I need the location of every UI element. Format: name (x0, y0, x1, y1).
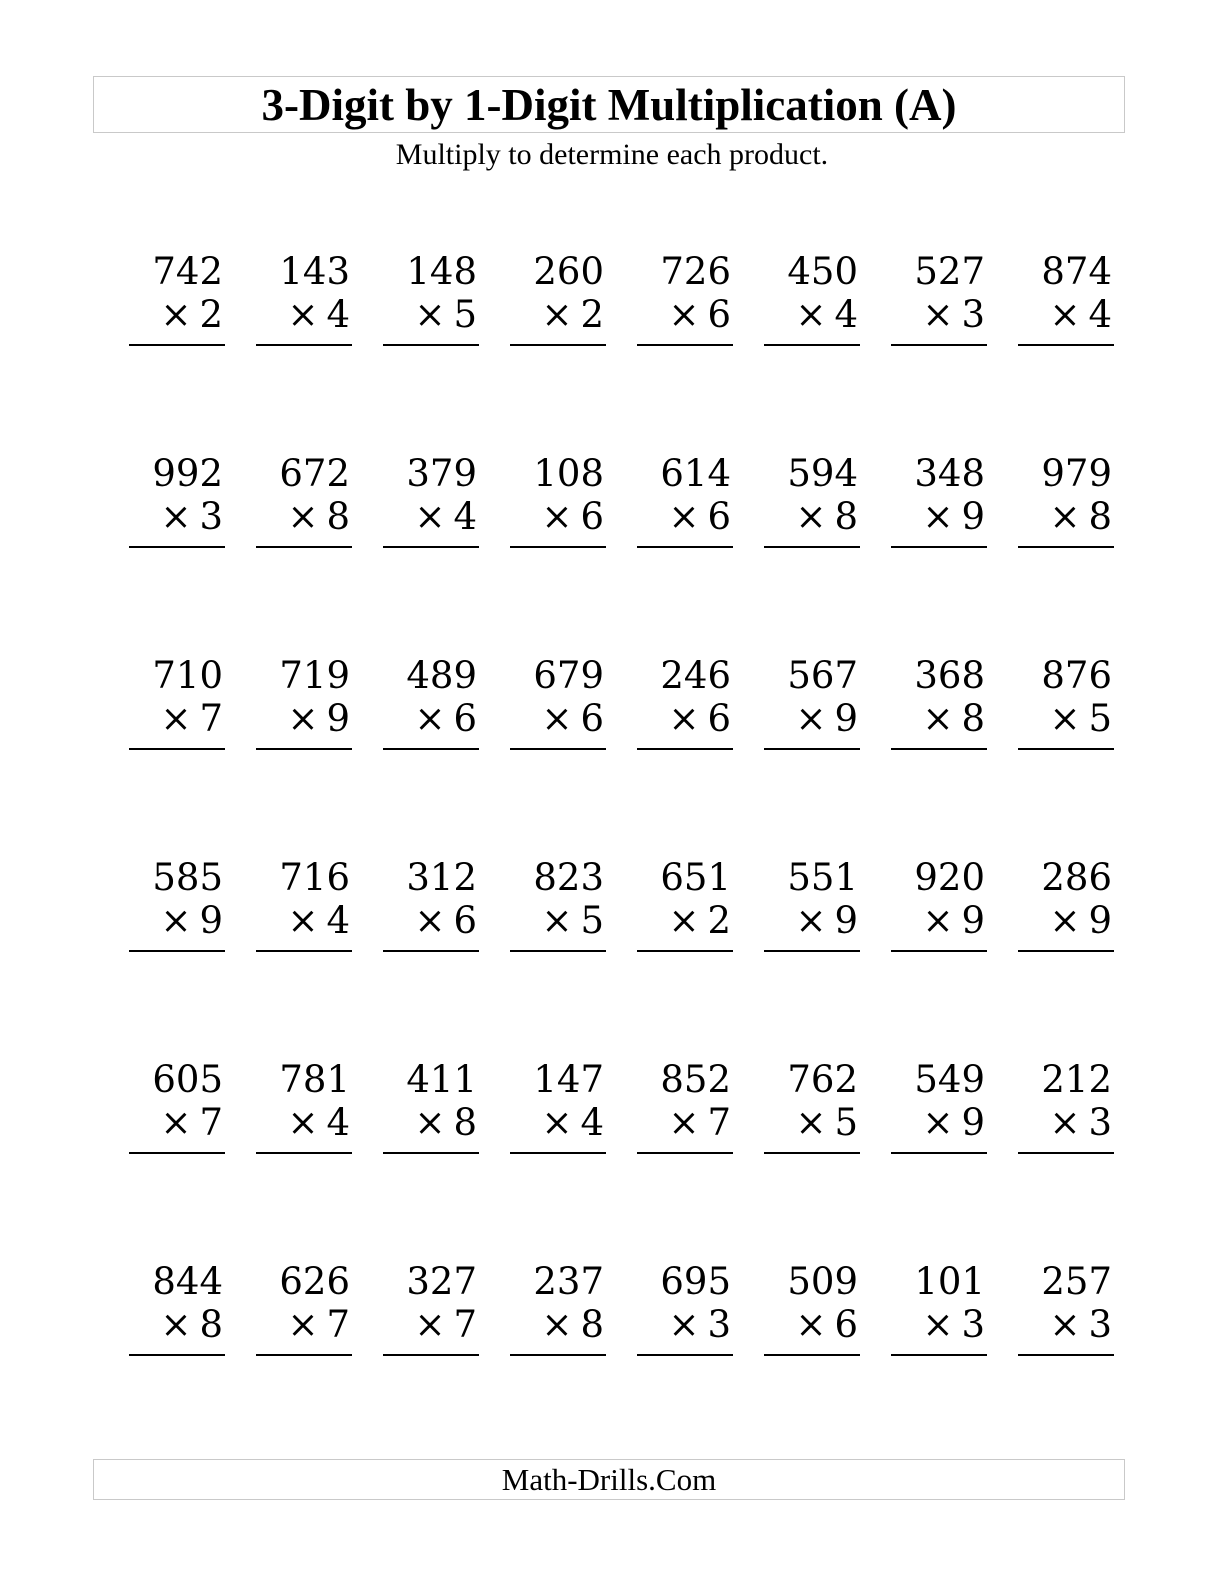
operand-value: 108 (533, 452, 604, 495)
multiplier-value: 8 (453, 1101, 477, 1144)
multiply-icon: × (922, 1303, 954, 1346)
multiplier-value: 6 (453, 697, 477, 740)
multiply-icon: × (287, 697, 319, 740)
operand-value: 626 (279, 1260, 350, 1303)
multiply-icon: × (160, 1303, 192, 1346)
multiplication-problem (129, 654, 225, 750)
multiplier-value: 8 (326, 495, 350, 538)
multiplication-problem (510, 452, 606, 548)
multiplier-row (1018, 495, 1114, 548)
multiplier-row (510, 697, 606, 750)
operand-value: 260 (533, 250, 604, 293)
multiplier-value: 3 (961, 1303, 985, 1346)
multiply-icon: × (160, 495, 192, 538)
multiply-icon: × (1049, 899, 1081, 942)
multiplier-row (637, 293, 733, 346)
operand-value: 876 (1041, 654, 1112, 697)
operand-value: 148 (406, 250, 477, 293)
multiply-icon: × (414, 697, 446, 740)
multiply-icon: × (922, 1101, 954, 1144)
multiplier-row (891, 1303, 987, 1356)
multiply-icon: × (287, 293, 319, 336)
operand-value: 411 (406, 1058, 477, 1101)
multiplication-problem (891, 856, 987, 952)
multiplier-row (510, 1101, 606, 1154)
multiplier-row (256, 293, 352, 346)
multiplier-row (1018, 1303, 1114, 1356)
multiply-icon: × (414, 899, 446, 942)
multiply-icon: × (922, 899, 954, 942)
multiplier-row (129, 1303, 225, 1356)
multiplication-problem (510, 1260, 606, 1356)
multiplier-value: 6 (580, 697, 604, 740)
multiply-icon: × (795, 697, 827, 740)
multiply-icon: × (541, 495, 573, 538)
multiplication-problem (637, 856, 733, 952)
multiply-icon: × (1049, 495, 1081, 538)
multiplication-problem (1018, 654, 1114, 750)
multiplier-value: 2 (707, 899, 731, 942)
multiplier-value: 5 (453, 293, 477, 336)
multiplier-value: 7 (199, 697, 223, 740)
multiplier-row (764, 293, 860, 346)
multiplication-problem (1018, 452, 1114, 548)
multiply-icon: × (541, 293, 573, 336)
operand-value: 710 (152, 654, 223, 697)
multiply-icon: × (287, 495, 319, 538)
multiply-icon: × (541, 1101, 573, 1144)
multiply-icon: × (1049, 1303, 1081, 1346)
multiplier-value: 3 (707, 1303, 731, 1346)
multiplier-row (891, 697, 987, 750)
multiplier-value: 7 (453, 1303, 477, 1346)
multiply-icon: × (1049, 293, 1081, 336)
multiply-icon: × (160, 697, 192, 740)
footer-site-name: Math-Drills.Com (501, 1461, 717, 1497)
multiply-icon: × (414, 293, 446, 336)
operand-value: 567 (787, 654, 858, 697)
operand-value: 781 (279, 1058, 350, 1101)
multiplier-value: 4 (453, 495, 477, 538)
multiplier-row (637, 697, 733, 750)
multiplier-value: 8 (834, 495, 858, 538)
multiplication-problem (1018, 1260, 1114, 1356)
multiplier-value: 6 (707, 293, 731, 336)
multiplier-value: 6 (453, 899, 477, 942)
multiplier-value: 6 (580, 495, 604, 538)
multiplication-problem (383, 1260, 479, 1356)
multiplier-row (129, 899, 225, 952)
operand-value: 992 (152, 452, 223, 495)
multiplier-value: 6 (707, 697, 731, 740)
multiplier-row (1018, 697, 1114, 750)
multiplication-problem (1018, 856, 1114, 952)
multiplier-row (256, 1303, 352, 1356)
multiplier-value: 2 (199, 293, 223, 336)
multiplier-value: 4 (1088, 293, 1112, 336)
multiplication-problem (256, 856, 352, 952)
operand-value: 695 (660, 1260, 731, 1303)
multiplier-value: 9 (326, 697, 350, 740)
multiplier-row (891, 899, 987, 952)
title-box (93, 76, 1125, 133)
multiply-icon: × (795, 293, 827, 336)
multiplication-problem (891, 452, 987, 548)
multiplication-problem (383, 856, 479, 952)
multiplication-problem (256, 654, 352, 750)
operand-value: 368 (914, 654, 985, 697)
multiplier-row (129, 697, 225, 750)
multiply-icon: × (668, 495, 700, 538)
multiplier-row (256, 1101, 352, 1154)
multiplication-problem (510, 250, 606, 346)
operand-value: 651 (660, 856, 731, 899)
multiply-icon: × (668, 1303, 700, 1346)
multiply-icon: × (541, 899, 573, 942)
multiplier-row (383, 1303, 479, 1356)
multiply-icon: × (795, 1303, 827, 1346)
operand-value: 327 (406, 1260, 477, 1303)
operand-value: 679 (533, 654, 604, 697)
multiplier-value: 8 (199, 1303, 223, 1346)
multiplier-value: 4 (834, 293, 858, 336)
multiplication-problem (256, 1260, 352, 1356)
multiply-icon: × (1049, 1101, 1081, 1144)
operand-value: 286 (1041, 856, 1112, 899)
operand-value: 246 (660, 654, 731, 697)
operand-value: 672 (279, 452, 350, 495)
multiplication-problem (637, 250, 733, 346)
multiplier-row (764, 495, 860, 548)
multiplier-row (637, 495, 733, 548)
multiplication-problem (764, 654, 860, 750)
multiplier-value: 9 (834, 899, 858, 942)
operand-value: 489 (406, 654, 477, 697)
multiplier-value: 9 (961, 899, 985, 942)
multiplication-problem (891, 250, 987, 346)
multiplication-problem (637, 1260, 733, 1356)
multiplier-value: 4 (326, 1101, 350, 1144)
multiplier-value: 2 (580, 293, 604, 336)
multiplier-value: 8 (1088, 495, 1112, 538)
multiply-icon: × (1049, 697, 1081, 740)
multiplier-value: 9 (961, 495, 985, 538)
multiplier-row (129, 293, 225, 346)
operand-value: 844 (152, 1260, 223, 1303)
multiplier-value: 3 (1088, 1303, 1112, 1346)
multiplication-problem (129, 250, 225, 346)
multiplier-value: 4 (326, 293, 350, 336)
multiply-icon: × (668, 1101, 700, 1144)
operand-value: 852 (660, 1058, 731, 1101)
operand-value: 719 (279, 654, 350, 697)
multiplication-problem (256, 452, 352, 548)
multiplier-value: 8 (580, 1303, 604, 1346)
multiply-icon: × (795, 899, 827, 942)
operand-value: 450 (787, 250, 858, 293)
operand-value: 312 (406, 856, 477, 899)
operand-value: 716 (279, 856, 350, 899)
multiplication-problem (256, 1058, 352, 1154)
multiplier-row (764, 899, 860, 952)
multiplier-value: 5 (580, 899, 604, 942)
multiplier-value: 4 (326, 899, 350, 942)
multiplier-row (256, 899, 352, 952)
operand-value: 605 (152, 1058, 223, 1101)
operand-value: 742 (152, 250, 223, 293)
multiplier-row (510, 293, 606, 346)
multiplier-row (383, 495, 479, 548)
operand-value: 549 (914, 1058, 985, 1101)
multiplier-value: 3 (1088, 1101, 1112, 1144)
multiply-icon: × (287, 899, 319, 942)
operand-value: 257 (1041, 1260, 1112, 1303)
multiplication-problem (637, 452, 733, 548)
operand-value: 874 (1041, 250, 1112, 293)
multiplier-value: 9 (1088, 899, 1112, 942)
operand-value: 147 (533, 1058, 604, 1101)
multiplication-problem (637, 654, 733, 750)
multiply-icon: × (414, 1303, 446, 1346)
multiplier-row (256, 495, 352, 548)
multiplication-problem (510, 1058, 606, 1154)
multiplication-problem (129, 452, 225, 548)
multiply-icon: × (160, 1101, 192, 1144)
multiplier-row (1018, 1101, 1114, 1154)
page-title: 3-Digit by 1-Digit Multiplication (A) (261, 79, 957, 130)
multiplier-row (256, 697, 352, 750)
multiplication-problem (383, 1058, 479, 1154)
multiply-icon: × (287, 1101, 319, 1144)
multiplication-problem (764, 856, 860, 952)
multiplier-row (510, 495, 606, 548)
multiplier-row (383, 1101, 479, 1154)
multiplier-row (637, 899, 733, 952)
multiplication-problem (764, 452, 860, 548)
operand-value: 979 (1041, 452, 1112, 495)
multiplier-row (510, 899, 606, 952)
multiplier-value: 8 (961, 697, 985, 740)
operand-value: 762 (787, 1058, 858, 1101)
multiplier-row (510, 1303, 606, 1356)
operand-value: 527 (914, 250, 985, 293)
multiplier-value: 9 (834, 697, 858, 740)
multiplier-row (129, 495, 225, 548)
multiplier-row (764, 1101, 860, 1154)
multiply-icon: × (795, 1101, 827, 1144)
multiply-icon: × (922, 697, 954, 740)
multiplier-value: 3 (961, 293, 985, 336)
multiplier-row (129, 1101, 225, 1154)
operand-value: 920 (914, 856, 985, 899)
operand-value: 143 (279, 250, 350, 293)
multiplication-problem (129, 856, 225, 952)
multiplier-value: 6 (707, 495, 731, 538)
multiplication-problem (891, 1260, 987, 1356)
multiplier-value: 9 (199, 899, 223, 942)
multiplication-problem (510, 856, 606, 952)
operand-value: 379 (406, 452, 477, 495)
multiply-icon: × (922, 495, 954, 538)
multiplication-problem (891, 654, 987, 750)
multiplier-value: 7 (199, 1101, 223, 1144)
multiplier-row (637, 1303, 733, 1356)
multiply-icon: × (287, 1303, 319, 1346)
operand-value: 823 (533, 856, 604, 899)
multiplier-row (764, 1303, 860, 1356)
operand-value: 212 (1041, 1058, 1112, 1101)
multiplication-problem (129, 1058, 225, 1154)
multiplication-problem (1018, 1058, 1114, 1154)
multiplier-row (1018, 293, 1114, 346)
multiplier-value: 4 (580, 1101, 604, 1144)
operand-value: 348 (914, 452, 985, 495)
multiplier-row (891, 495, 987, 548)
multiplication-problem (764, 1058, 860, 1154)
multiplier-row (383, 899, 479, 952)
multiplier-value: 5 (834, 1101, 858, 1144)
multiply-icon: × (160, 899, 192, 942)
multiplier-row (383, 697, 479, 750)
operand-value: 594 (787, 452, 858, 495)
multiplication-problem (764, 250, 860, 346)
operand-value: 509 (787, 1260, 858, 1303)
multiplier-value: 3 (199, 495, 223, 538)
multiply-icon: × (414, 1101, 446, 1144)
multiply-icon: × (922, 293, 954, 336)
multiplier-value: 9 (961, 1101, 985, 1144)
multiplication-problem (637, 1058, 733, 1154)
multiply-icon: × (160, 293, 192, 336)
multiplication-problem (383, 250, 479, 346)
multiplier-value: 5 (1088, 697, 1112, 740)
operand-value: 726 (660, 250, 731, 293)
multiply-icon: × (668, 293, 700, 336)
multiplier-value: 6 (834, 1303, 858, 1346)
multiply-icon: × (414, 495, 446, 538)
multiplier-row (1018, 899, 1114, 952)
operand-value: 237 (533, 1260, 604, 1303)
multiply-icon: × (541, 1303, 573, 1346)
problems-grid (129, 250, 1114, 1356)
multiplication-problem (1018, 250, 1114, 346)
multiplier-row (891, 1101, 987, 1154)
multiply-icon: × (541, 697, 573, 740)
operand-value: 614 (660, 452, 731, 495)
multiply-icon: × (668, 697, 700, 740)
multiplication-problem (256, 250, 352, 346)
page-subtitle: Multiply to determine each product. (395, 138, 829, 171)
multiplier-value: 7 (707, 1101, 731, 1144)
multiplier-row (764, 697, 860, 750)
multiplication-problem (891, 1058, 987, 1154)
operand-value: 101 (914, 1260, 985, 1303)
multiplier-value: 7 (326, 1303, 350, 1346)
multiplication-problem (764, 1260, 860, 1356)
multiply-icon: × (668, 899, 700, 942)
footer-box (93, 1459, 1125, 1500)
multiplier-row (891, 293, 987, 346)
multiply-icon: × (795, 495, 827, 538)
multiplier-row (383, 293, 479, 346)
operand-value: 551 (787, 856, 858, 899)
multiplication-problem (383, 654, 479, 750)
multiplication-problem (510, 654, 606, 750)
multiplier-row (637, 1101, 733, 1154)
multiplication-problem (383, 452, 479, 548)
operand-value: 585 (152, 856, 223, 899)
multiplication-problem (129, 1260, 225, 1356)
